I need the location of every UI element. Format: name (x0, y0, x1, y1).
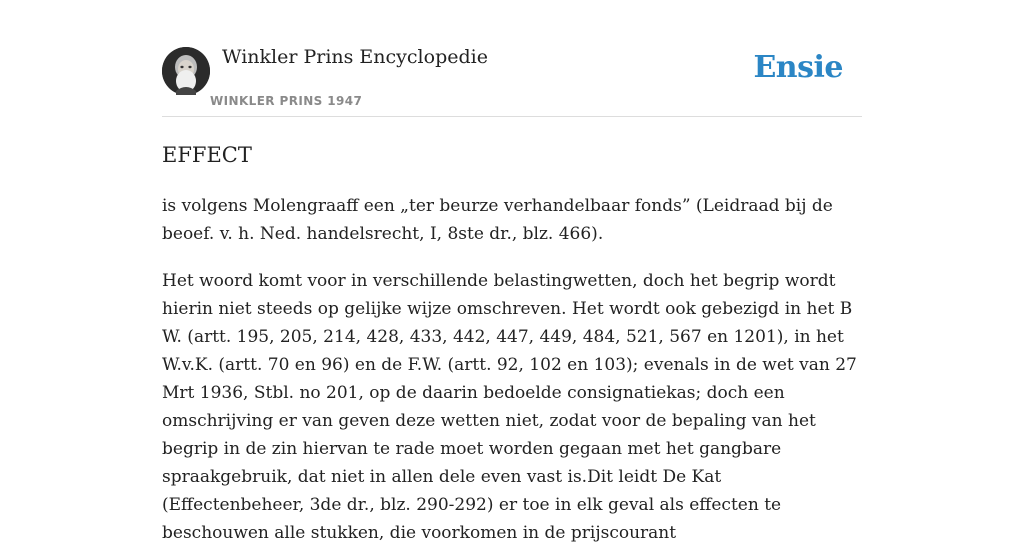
edition-label[interactable]: WINKLER PRINS 1947 (210, 94, 363, 108)
portrait-avatar-svg (162, 47, 210, 95)
portrait-avatar-icon[interactable] (162, 47, 210, 95)
article-title: EFFECT (162, 143, 252, 167)
article-paragraph-1: is volgens Molengraaff een „ter beurze verhandelbaar fonds” (Leidraad bij de beoef. v. h. Ned. handelsrecht, I, 8ste dr., blz. 466). (162, 196, 833, 244)
article-content (162, 140, 862, 547)
site-header (162, 44, 862, 117)
article-paragraph-2: Het woord komt voor in verschillende belastingwetten, doch het begrip wordt hierin niet steeds op gelijke wijze omschreven. Het wordt ook gebezigd in het B W. (artt. 195, 205, 214, 428, 433, 442, 447, 449, 484, 521, 567 en 1201), in het W.v.K. (artt. 70 en 96) en de F.W. (artt. 92, 102 en 103); evenals in de wet van 27 Mrt 1936, Stbl. no 201, op de daarin bedoelde consignatiekas; doch een omschrijving er van geven deze wetten niet, zodat voor de bepaling van het begrip in de zin hiervan te rade moet worden gegaan met het gangbare spraakgebruik, dat niet in allen dele even vast is.Dit leidt De Kat (Effectenbeheer, 3de dr., blz. 290-292) er toe in elk geval als effecten te beschouwen alle stukken, die voorkomen in de prijscourant (162, 271, 857, 543)
site-title[interactable]: Winkler Prins Encyclopedie (222, 46, 488, 68)
brand-logo[interactable]: Ensie (753, 50, 843, 85)
